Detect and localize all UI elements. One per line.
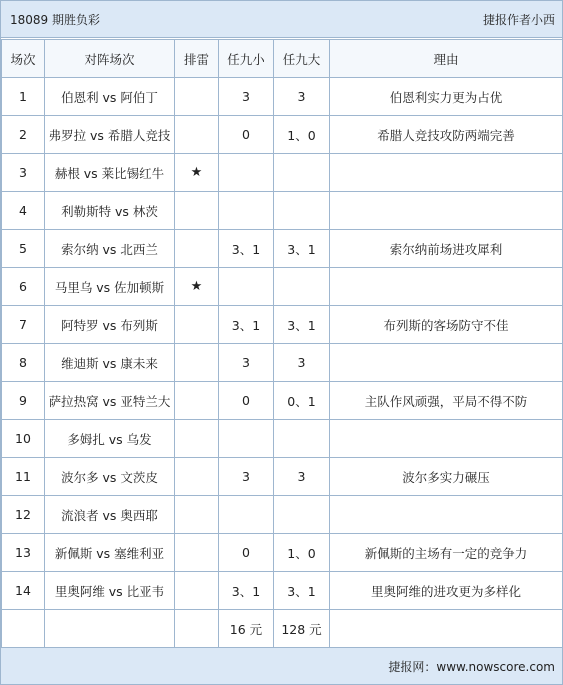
- match-no-cell: 5: [2, 230, 45, 268]
- pick-big-cell: 3: [274, 344, 330, 382]
- header-bar: [1, 1, 562, 38]
- match-cell: 维迪斯 vs 康未来: [45, 344, 175, 382]
- pick-big-cell: 0、1: [274, 382, 330, 420]
- match-no-cell: 2: [2, 116, 45, 154]
- pick-small-cell: [219, 192, 274, 230]
- match-no-cell: 11: [2, 458, 45, 496]
- mine-cell: [175, 458, 219, 496]
- match-no-cell: 4: [2, 192, 45, 230]
- reason-cell: [330, 268, 563, 306]
- col-header-match: 对阵场次: [45, 40, 175, 78]
- reason-cell: 伯恩利实力更为占优: [330, 78, 563, 116]
- match-cell: 马里乌 vs 佐加顿斯: [45, 268, 175, 306]
- match-cell: 波尔多 vs 文茨皮: [45, 458, 175, 496]
- mine-cell: ★: [175, 268, 219, 306]
- mine-cell: [175, 344, 219, 382]
- match-no-cell: 6: [2, 268, 45, 306]
- match-no-cell: 13: [2, 534, 45, 572]
- reason-cell: [330, 496, 563, 534]
- table-row: [2, 344, 563, 382]
- col-header-mine: 排雷: [175, 40, 219, 78]
- match-no-cell: 1: [2, 78, 45, 116]
- pick-big-cell: 3、1: [274, 230, 330, 268]
- pick-small-cell: [219, 496, 274, 534]
- match-no-cell: 10: [2, 420, 45, 458]
- pick-small-cell: 3: [219, 458, 274, 496]
- pick-small-cell: 3: [219, 344, 274, 382]
- match-cell: 流浪者 vs 奥西耶: [45, 496, 175, 534]
- match-no-cell: 14: [2, 572, 45, 610]
- pick-big-cell: 3、1: [274, 572, 330, 610]
- table-row: [2, 458, 563, 496]
- match-cell: 阿特罗 vs 布列斯: [45, 306, 175, 344]
- reason-cell: 希腊人竞技攻防两端完善: [330, 116, 563, 154]
- reason-cell: [330, 344, 563, 382]
- reason-cell: 新佩斯的主场有一定的竞争力: [330, 534, 563, 572]
- issue-title: 18089 期胜负彩: [10, 12, 100, 27]
- reason-cell: 布列斯的客场防守不佳: [330, 306, 563, 344]
- total-small-cost: 16 元: [219, 610, 274, 648]
- pick-small-cell: 0: [219, 116, 274, 154]
- mine-cell: [175, 382, 219, 420]
- table-row: [2, 192, 563, 230]
- reason-cell: 索尔纳前场进攻犀利: [330, 230, 563, 268]
- table-row: [2, 572, 563, 610]
- total-blank-cell: [330, 610, 563, 648]
- match-cell: 里奥阿维 vs 比亚韦: [45, 572, 175, 610]
- mine-cell: ★: [175, 154, 219, 192]
- pick-small-cell: 3、1: [219, 306, 274, 344]
- table-row: [2, 306, 563, 344]
- reason-cell: [330, 192, 563, 230]
- match-cell: 新佩斯 vs 塞维利亚: [45, 534, 175, 572]
- reason-cell: [330, 420, 563, 458]
- reason-cell: 主队作风顽强，平局不得不防: [330, 382, 563, 420]
- table-row: [2, 268, 563, 306]
- total-blank-cell: [45, 610, 175, 648]
- pick-big-cell: 1、0: [274, 116, 330, 154]
- pick-big-cell: [274, 268, 330, 306]
- pick-big-cell: 3: [274, 458, 330, 496]
- match-cell: 萨拉热窝 vs 亚特兰大: [45, 382, 175, 420]
- pick-big-cell: [274, 496, 330, 534]
- pick-big-cell: 3、1: [274, 306, 330, 344]
- pick-small-cell: 0: [219, 534, 274, 572]
- match-no-cell: 7: [2, 306, 45, 344]
- table-header-row: [2, 40, 563, 78]
- pick-big-cell: 1、0: [274, 534, 330, 572]
- pick-small-cell: 3: [219, 78, 274, 116]
- mine-cell: [175, 534, 219, 572]
- pick-small-cell: [219, 268, 274, 306]
- match-no-cell: 8: [2, 344, 45, 382]
- mine-cell: [175, 496, 219, 534]
- total-blank-cell: [2, 610, 45, 648]
- match-cell: 索尔纳 vs 北西兰: [45, 230, 175, 268]
- pick-small-cell: 3、1: [219, 230, 274, 268]
- match-cell: 伯恩利 vs 阿伯丁: [45, 78, 175, 116]
- table-row: [2, 78, 563, 116]
- reason-cell: 里奥阿维的进攻更为多样化: [330, 572, 563, 610]
- match-no-cell: 12: [2, 496, 45, 534]
- mine-cell: [175, 230, 219, 268]
- pick-big-cell: [274, 154, 330, 192]
- mine-cell: [175, 420, 219, 458]
- table-row: [2, 420, 563, 458]
- mine-cell: [175, 306, 219, 344]
- table-row: [2, 382, 563, 420]
- table-row: [2, 230, 563, 268]
- footer-bar: [1, 647, 562, 684]
- mine-cell: [175, 572, 219, 610]
- pick-small-cell: 3、1: [219, 572, 274, 610]
- mine-cell: [175, 116, 219, 154]
- table-row: [2, 496, 563, 534]
- table-row: [2, 154, 563, 192]
- mine-cell: [175, 78, 219, 116]
- match-cell: 赫根 vs 莱比锡红牛: [45, 154, 175, 192]
- pick-big-cell: 3: [274, 78, 330, 116]
- match-cell: 弗罗拉 vs 希腊人竞技: [45, 116, 175, 154]
- col-header-big: 任九大: [274, 40, 330, 78]
- col-header-no: 场次: [2, 40, 45, 78]
- footer-source: 捷报网：www.nowscore.com: [388, 659, 555, 674]
- pick-small-cell: 0: [219, 382, 274, 420]
- pick-small-cell: [219, 154, 274, 192]
- table-row: [2, 534, 563, 572]
- pick-big-cell: [274, 420, 330, 458]
- author-label: 捷报作者小西: [482, 12, 555, 27]
- pick-small-cell: [219, 420, 274, 458]
- match-no-cell: 9: [2, 382, 45, 420]
- reason-cell: [330, 154, 563, 192]
- prediction-table: [1, 39, 563, 648]
- mine-cell: [175, 192, 219, 230]
- table-row: [2, 116, 563, 154]
- total-row: [2, 610, 563, 648]
- reason-cell: 波尔多实力碾压: [330, 458, 563, 496]
- total-blank-cell: [175, 610, 219, 648]
- match-cell: 多姆扎 vs 乌发: [45, 420, 175, 458]
- pick-big-cell: [274, 192, 330, 230]
- total-big-cost: 128 元: [274, 610, 330, 648]
- match-no-cell: 3: [2, 154, 45, 192]
- col-header-reason: 理由: [330, 40, 563, 78]
- col-header-small: 任九小: [219, 40, 274, 78]
- match-cell: 利勒斯特 vs 林茨: [45, 192, 175, 230]
